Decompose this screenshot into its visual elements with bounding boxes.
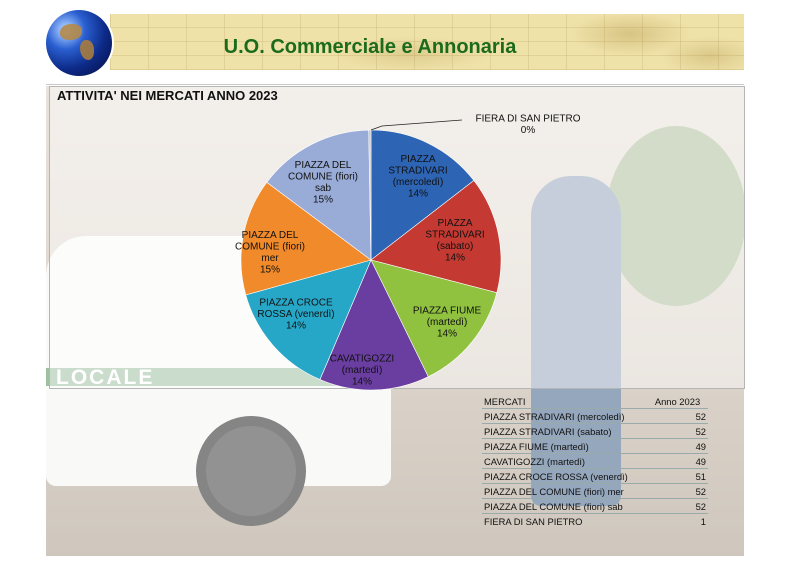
table-header-mercati: MERCATI xyxy=(484,395,526,407)
table-row xyxy=(482,409,708,424)
table-cell-name: PIAZZA STRADIVARI (mercoledì) xyxy=(484,410,625,422)
slice-label: PIAZZA DEL COMUNE (fiori) mer 15% xyxy=(235,229,305,276)
slice-label: PIAZZA DEL COMUNE (fiori) sab 15% xyxy=(288,159,358,206)
slice-label: FIERA DI SAN PIETRO 0% xyxy=(475,113,581,136)
table-cell-value: 49 xyxy=(695,455,706,467)
table-row xyxy=(482,469,708,484)
slice-label: PIAZZA CROCE ROSSA (venerdì) 14% xyxy=(257,297,335,332)
table-cell-value: 52 xyxy=(695,425,706,437)
table-row xyxy=(482,439,708,454)
table-cell-name: PIAZZA DEL COMUNE (fiori) mer xyxy=(484,485,624,497)
table-cell-name: PIAZZA DEL COMUNE (fiori) sab xyxy=(484,500,623,512)
table-cell-name: PIAZZA CROCE ROSSA (venerdì) xyxy=(484,470,628,482)
table-cell-value: 51 xyxy=(695,470,706,482)
slice-label: PIAZZA STRADIVARI (sabato) 14% xyxy=(425,217,485,264)
chart-title: ATTIVITA' NEI MERCATI ANNO 2023 xyxy=(57,88,278,103)
table-row xyxy=(482,514,708,529)
table-cell-name: PIAZZA STRADIVARI (sabato) xyxy=(484,425,612,437)
slice-label: PIAZZA STRADIVARI (mercoledì) 14% xyxy=(388,153,448,200)
table-row xyxy=(482,454,708,469)
car-lettering: LOCALE xyxy=(56,366,155,389)
slice-label: CAVATIGOZZI (martedì) 14% xyxy=(329,353,395,388)
table-row xyxy=(482,424,708,439)
table-cell-value: 1 xyxy=(700,515,706,527)
leader-line xyxy=(371,120,462,130)
table-cell-value: 52 xyxy=(695,410,706,422)
table-cell-name: PIAZZA FIUME (martedì) xyxy=(484,440,589,452)
page-title: U.O. Commerciale e Annonaria xyxy=(223,36,517,58)
table-row xyxy=(482,484,708,499)
table-cell-value: 52 xyxy=(695,500,706,512)
table-cell-value: 52 xyxy=(695,485,706,497)
table-header-row xyxy=(482,394,708,409)
slice-label: PIAZZA FIUME (martedì) 14% xyxy=(412,305,482,340)
table-cell-name: FIERA DI SAN PIETRO xyxy=(484,515,583,527)
data-table xyxy=(482,394,708,528)
table-cell-name: CAVATIGOZZI (martedì) xyxy=(484,455,586,467)
table-row xyxy=(482,499,708,514)
table-cell-value: 49 xyxy=(695,440,706,452)
table-header-anno: Anno 2023 xyxy=(654,395,701,407)
